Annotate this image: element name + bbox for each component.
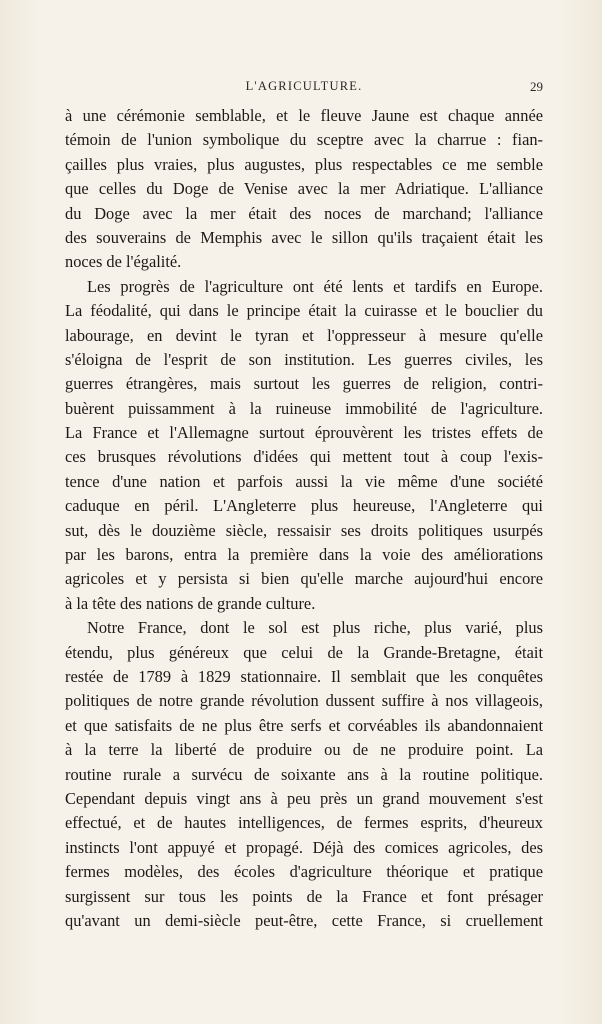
text-line: restée de 1789 à 1829 stationnaire. Il semblait que les conquêtes: [65, 666, 543, 686]
text-line: sut, dès le douzième siècle, ressaisir ses droits politiques usurpés: [65, 520, 543, 540]
text-line: ces brusques révolutions d'idées qui mettent tout à coup l'exis-: [65, 447, 543, 467]
page-number: 29: [530, 79, 543, 94]
text-line: Cependant depuis vingt ans à peu près un grand mouvement s'est: [65, 788, 543, 808]
text-line: et que satisfaits de ne plus être serfs et corvéables ils abandonnaient: [65, 715, 543, 735]
text-line: par les barons, entra la première dans la voie des améliorations: [65, 545, 543, 565]
text-line: tence d'une nation et parfois aussi la vie même d'une société: [65, 471, 543, 491]
text-line: La féodalité, qui dans le principe était la cuirasse et le bouclier du: [65, 301, 543, 321]
text-line: du Doge avec la mer était des noces de marchand; l'alliance: [65, 203, 543, 223]
body-text: [65, 104, 543, 933]
text-line: guerres étrangères, mais surtout les guerres de religion, contri-: [65, 374, 543, 394]
paragraph-start-line: Notre France, dont le sol est plus riche, plus varié, plus: [87, 618, 543, 638]
text-line: labourage, en devint le tyran et l'oppresseur à mesure qu'elle: [65, 325, 543, 345]
running-head: [65, 79, 543, 97]
text-line: noces de l'égalité.: [65, 252, 182, 272]
text-line: que celles du Doge de Venise avec la mer Adriatique. L'alliance: [65, 179, 543, 199]
text-line: agricoles et y persista si bien qu'elle marche aujourd'hui encore: [65, 569, 543, 589]
text-line: La France et l'Allemagne surtout éprouvèrent les tristes effets de: [65, 423, 543, 443]
text-line: politiques de notre grande révolution dussent suffire à nos villageois,: [65, 691, 543, 711]
text-line: instincts l'ont appuyé et propagé. Déjà des comices agricoles, des: [65, 837, 543, 857]
paragraph-start-line: Les progrès de l'agriculture ont été lents et tardifs en Europe.: [87, 276, 543, 296]
text-line: qu'avant un demi-siècle peut-être, cette France, si cruellement: [65, 910, 543, 930]
text-line: étendu, plus généreux que celui de la Grande-Bretagne, était: [65, 642, 543, 662]
text-line: témoin de l'union symbolique du sceptre avec la charrue : fian-: [65, 130, 543, 150]
text-line: effectué, et de hautes intelligences, de fermes esprits, d'heureux: [65, 813, 543, 833]
text-line: à la terre la liberté de produire ou de ne produire point. La: [65, 740, 543, 760]
text-line: routine rurale a survécu de soixante ans à la routine politique.: [65, 764, 543, 784]
text-line: à la tête des nations de grande culture.: [65, 593, 316, 613]
text-line: buèrent puissamment à la ruineuse immobilité de l'agriculture.: [65, 398, 543, 418]
text-line: des souverains de Memphis avec le sillon qu'ils traçaient était les: [65, 227, 543, 247]
text-line: à une cérémonie semblable, et le fleuve Jaune est chaque année: [65, 106, 543, 125]
text-line: fermes modèles, des écoles d'agriculture théorique et pratique: [65, 862, 543, 882]
text-line: surgissent sur tous les points de la France et font présager: [65, 886, 543, 906]
text-line: caduque en péril. L'Angleterre plus heureuse, l'Angleterre qui: [65, 496, 543, 516]
running-title: L'AGRICULTURE.: [245, 79, 363, 93]
text-line: çailles plus vraies, plus augustes, plus respectables ce me semble: [65, 154, 543, 174]
text-line: s'éloigna de l'esprit de son institution. Les guerres civiles, les: [65, 349, 543, 369]
